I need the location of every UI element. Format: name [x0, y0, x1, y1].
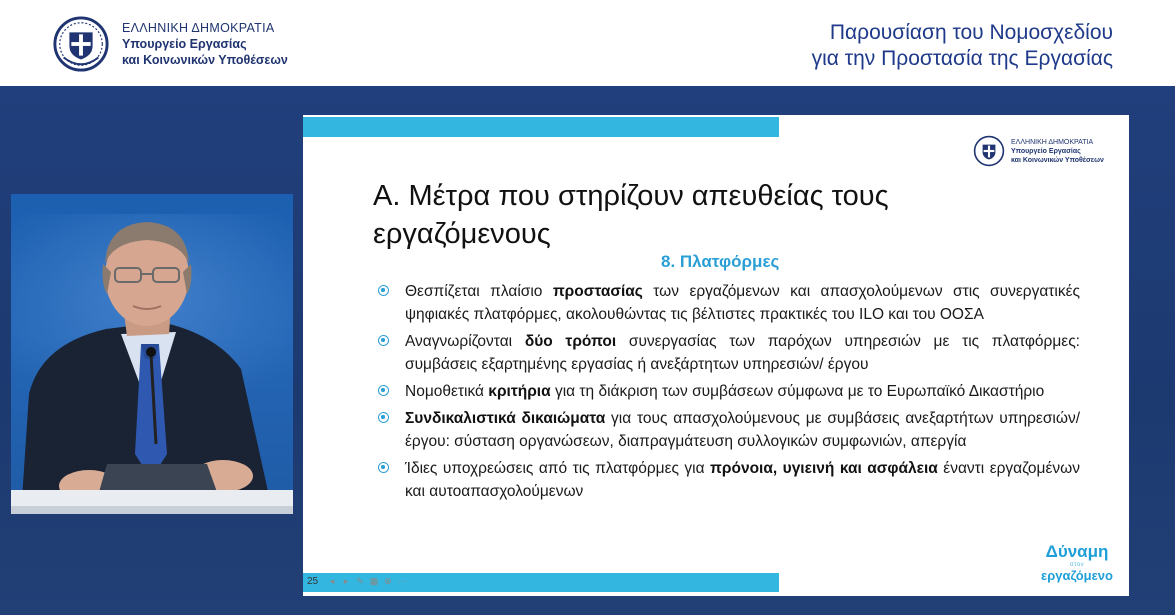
bullet-icon: [378, 335, 389, 346]
slide-heading-line-2: εργαζόμενους: [373, 218, 551, 250]
list-item: [378, 380, 1080, 403]
bullet-text: Νομοθετικά: [405, 383, 489, 400]
bullet-text: για τους απασχολούμενους με συμβάσεις ανεξαρτήτων υπηρεσιών/ έργου: σύσταση οργανώσεων, διαπραγμάτευση συλλογικών συμφωνιών, απεργία: [405, 410, 1080, 450]
list-item: [378, 330, 1080, 376]
bullet-icon: [378, 462, 389, 473]
slide-logo-text: [1011, 138, 1104, 165]
greek-emblem-icon: [52, 15, 110, 73]
campaign-logo: [1037, 543, 1117, 583]
bullet-bold-text: πρόνοια, υγιεινή και ασφάλεια: [710, 460, 938, 477]
pen-icon[interactable]: ✎: [356, 576, 364, 586]
bullet-text: έναντι εργαζομένων και αυτοαπασχολούμενων: [405, 460, 1080, 500]
bullet-text: Αναγνωρίζονται: [405, 333, 525, 350]
list-item: [378, 407, 1080, 453]
presentation-slide: [303, 115, 1129, 596]
bullet-icon: [378, 412, 389, 423]
slide-logo-line-3: και Κοινωνικών Υποθέσεων: [1011, 156, 1104, 164]
ministry-line-2: Υπουργείο Εργασίας: [122, 37, 247, 51]
bullet-bold-text: κριτήρια: [488, 383, 551, 400]
ministry-name: [122, 20, 288, 68]
bullet-icon: [378, 385, 389, 396]
ministry-line-3: και Κοινωνικών Υποθέσεων: [122, 53, 288, 67]
bullet-bold-text: προστασίας: [552, 283, 643, 300]
presentation-title: [812, 20, 1113, 72]
previous-slide-icon[interactable]: ◂: [329, 576, 335, 586]
next-slide-icon[interactable]: ▸: [343, 576, 349, 586]
slideshow-toolbar[interactable]: [327, 576, 407, 586]
presentation-title-line-2: για την Προστασία της Εργασίας: [811, 47, 1113, 70]
slide-logo-line-1: ΕΛΛΗΝΙΚΗ ΔΗΜΟΚΡΑΤΙΑ: [1011, 138, 1094, 146]
slide-heading: [373, 177, 1013, 253]
bullet-text: Ίδιες υποχρεώσεις από τις πλατφόρμες για: [405, 460, 711, 477]
ministry-line-1: ΕΛΛΗΝΙΚΗ ΔΗΜΟΚΡΑΤΙΑ: [122, 21, 275, 35]
top-banner: [0, 0, 1175, 86]
bullet-bold-text: δύο τρόποι: [524, 333, 617, 350]
zoom-icon[interactable]: ⊕: [384, 576, 392, 586]
slide-subheading: 8. Πλατφόρμες: [661, 252, 780, 271]
more-options-icon[interactable]: ⋯: [397, 576, 407, 586]
bullet-bold-text: Συνδικαλιστικά δικαιώματα: [405, 410, 606, 427]
bullet-text: των εργαζόμενων και απασχολούμενων στις συνεργατικές ψηφιακές πλατφόρμες, ακολουθώντας τις βέλτιστες πρακτικές του ILO και του ΟΟΣΑ: [405, 283, 1080, 323]
presentation-title-line-1: Παρουσίαση του Νομοσχεδίου: [829, 21, 1113, 44]
ministry-logo-block: [52, 14, 288, 74]
slide-heading-line-1: Α. Μέτρα που στηρίζουν απευθείας τους: [373, 180, 889, 212]
speaker-figure: [11, 194, 293, 514]
slide-page-number: 25: [307, 576, 319, 587]
slide-top-accent-bar: [303, 117, 779, 137]
bullet-text: συνεργασίας των παρόχων υπηρεσιών με τις πλατφόρμες: συμβάσεις εξαρτημένης εργασίας ή ανεξάρτητων υπηρεσιών/ έργου: [405, 333, 1080, 373]
slides-icon[interactable]: ▦: [369, 576, 379, 586]
bullet-icon: [378, 285, 389, 296]
campaign-logo-line-1: Δύναμη: [1045, 542, 1109, 561]
bullet-list: [378, 280, 1080, 507]
speaker-video: [11, 194, 293, 514]
list-item: [378, 280, 1080, 326]
list-item: [378, 457, 1080, 503]
bullet-text: Θεσπίζεται πλαίσιο: [405, 283, 553, 300]
bullet-text: για τη διάκριση των συμβάσεων σύμφωνα με το Ευρωπαϊκό Δικαστήριο: [550, 383, 1045, 400]
greek-emblem-small-icon: [973, 135, 1005, 167]
slide-logo-line-2: Υπουργείο Εργασίας: [1011, 147, 1081, 155]
campaign-logo-line-3: εργαζόμενο: [1041, 568, 1113, 583]
slide-ministry-logo: [973, 135, 1104, 167]
campaign-logo-line-2: στον: [1069, 562, 1085, 568]
